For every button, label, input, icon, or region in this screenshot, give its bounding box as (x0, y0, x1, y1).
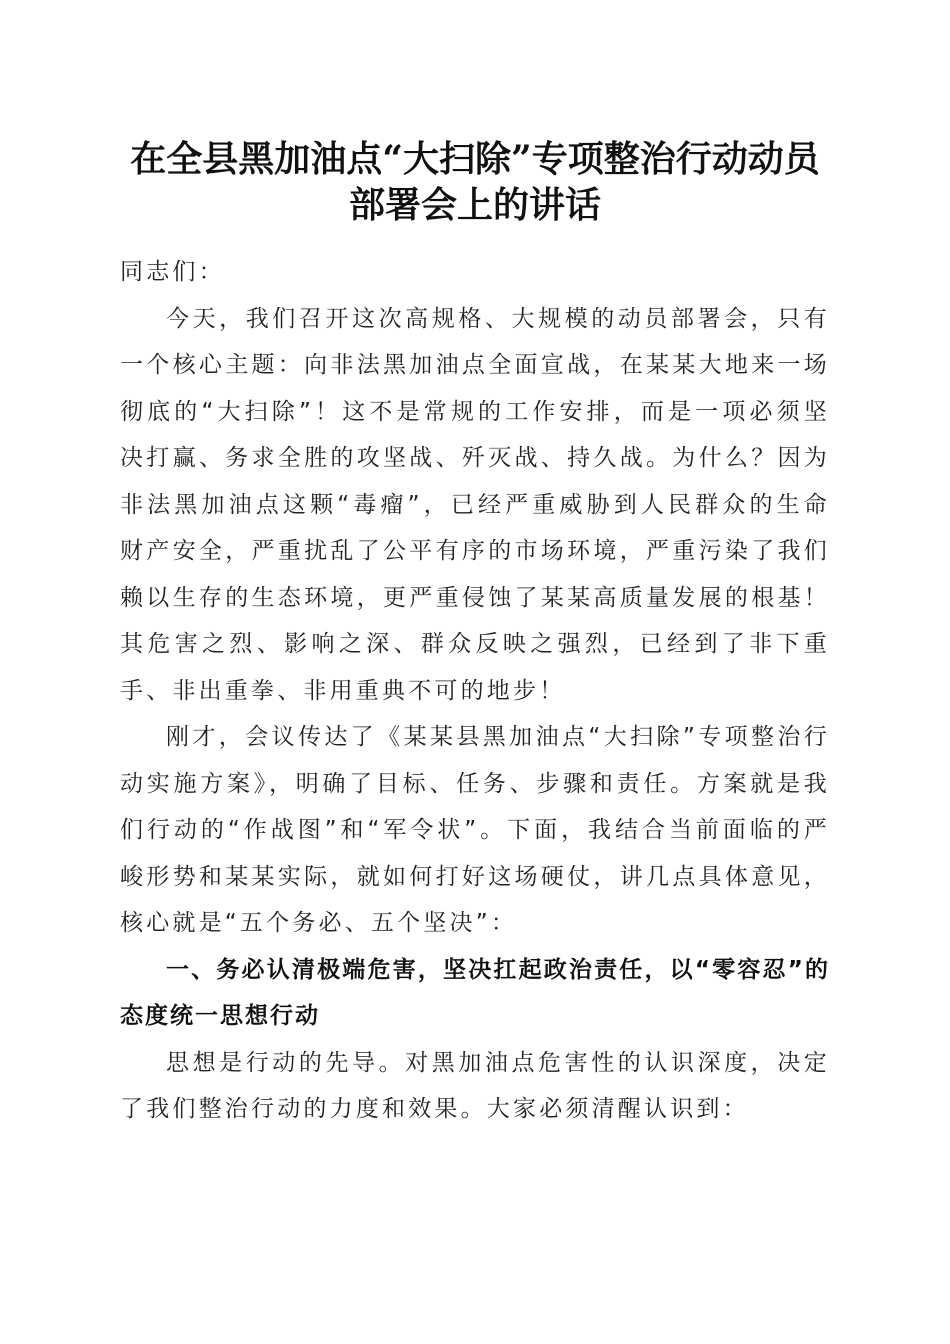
document-body (120, 249, 830, 1133)
document-title-line-2: 部署会上的讲话 (348, 184, 601, 226)
body-paragraph: 刚才，会议传达了《某某县黑加油点“大扫除”专项整治行动实施方案》，明确了目标、任务、步骤和责任。方案就是我们行动的“作战图”和“军令状”。下面，我结合当前面临的严峻形势和某某实际，就如何打好这场硬仗，讲几点具体意见，核心就是“五个务必、五个坚决”： (120, 724, 830, 936)
document-title-line-1: 在全县黑加油点“大扫除”专项整治行动动员 (130, 138, 820, 180)
salutation: 同志们： (120, 259, 225, 285)
body-paragraph: 今天，我们召开这次高规格、大规模的动员部署会，只有一个核心主题：向非法黑加油点全面宣战，在某某大地来一场彻底的“大扫除”！这不是常规的工作安排，而是一项必须坚决打赢、务求全胜的攻坚战、歼灭战、持久战。为什么？因为非法黑加油点这颗“毒瘤”，已经严重威胁到人民群众的生命财产安全，严重扰乱了公平有序的市场环境，严重污染了我们赖以生存的生态环境，更严重侵蚀了某某高质量发展的根基！其危害之烈、影响之深、群众反映之强烈，已经到了非下重手、非出重拳、非用重典不可的地步！ (120, 305, 830, 704)
body-paragraph: 思想是行动的先导。对黑加油点危害性的认识深度，决定了我们整治行动的力度和效果。大家必须清醒认识到： (120, 1049, 830, 1122)
section-heading: 一、务必认清极端危害，坚决扛起政治责任，以“零容忍”的态度统一思想行动 (120, 956, 830, 1029)
